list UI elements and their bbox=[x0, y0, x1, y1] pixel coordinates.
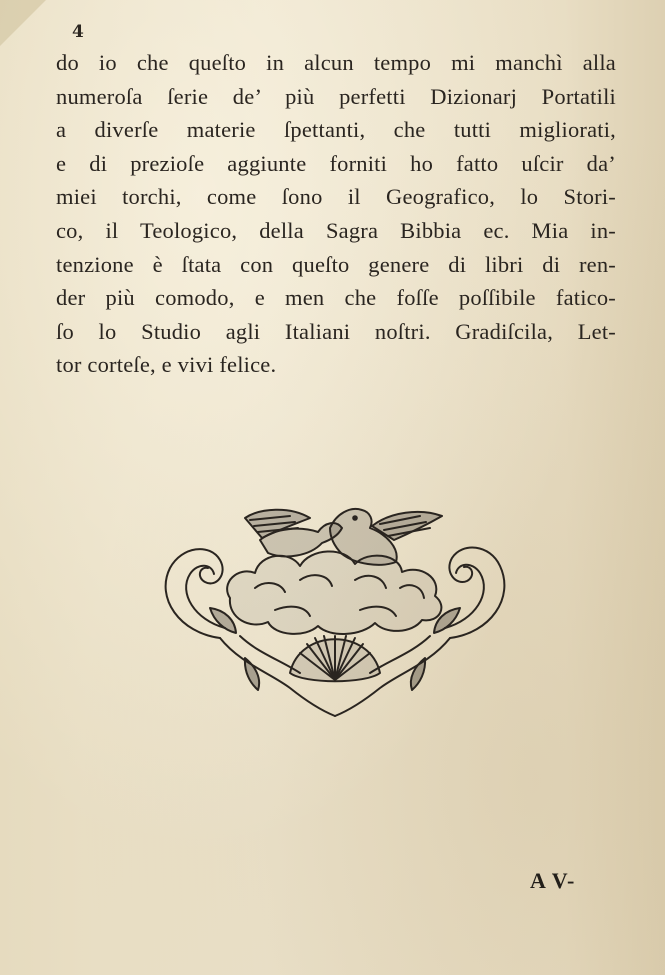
text-line: der più comodo, e men che foſſe poſſibile fatico- bbox=[56, 285, 616, 311]
text-line: miei torchi, come ſono il Geografico, lo Stori- bbox=[56, 184, 616, 210]
catchword: A V- bbox=[530, 868, 576, 893]
text-line: tenzione è ſtata con queſto genere di libri di ren- bbox=[56, 251, 616, 277]
page-number: 4 bbox=[72, 22, 84, 42]
text-line: e di prezioſe aggiunte forniti ho fatto uſcir da’ bbox=[56, 150, 616, 176]
folded-corner bbox=[0, 0, 46, 46]
ornament-vignette bbox=[150, 488, 520, 723]
text-line: ſo lo Studio agli Italiani noſtri. Gradiſcila, Let- bbox=[56, 318, 616, 344]
text-line: numeroſa ſerie de’ più perfetti Dizionarj Portatili bbox=[56, 83, 616, 109]
cloud-mass bbox=[227, 551, 441, 634]
scroll-right bbox=[449, 548, 504, 638]
body-text bbox=[56, 46, 616, 382]
leaf-right-1 bbox=[411, 658, 425, 690]
leaf-left-1 bbox=[245, 658, 259, 690]
text-line: a diverſe materie ſpettanti, che tutti migliorati, bbox=[56, 117, 616, 143]
text-line: tor corteſe, e vivi felice. bbox=[56, 352, 277, 378]
text-line: do io che queſto in alcun tempo mi manchì alla bbox=[56, 50, 616, 75]
text-line: co, il Teologico, della Sagra Bibbia ec. Mia in- bbox=[56, 217, 616, 243]
